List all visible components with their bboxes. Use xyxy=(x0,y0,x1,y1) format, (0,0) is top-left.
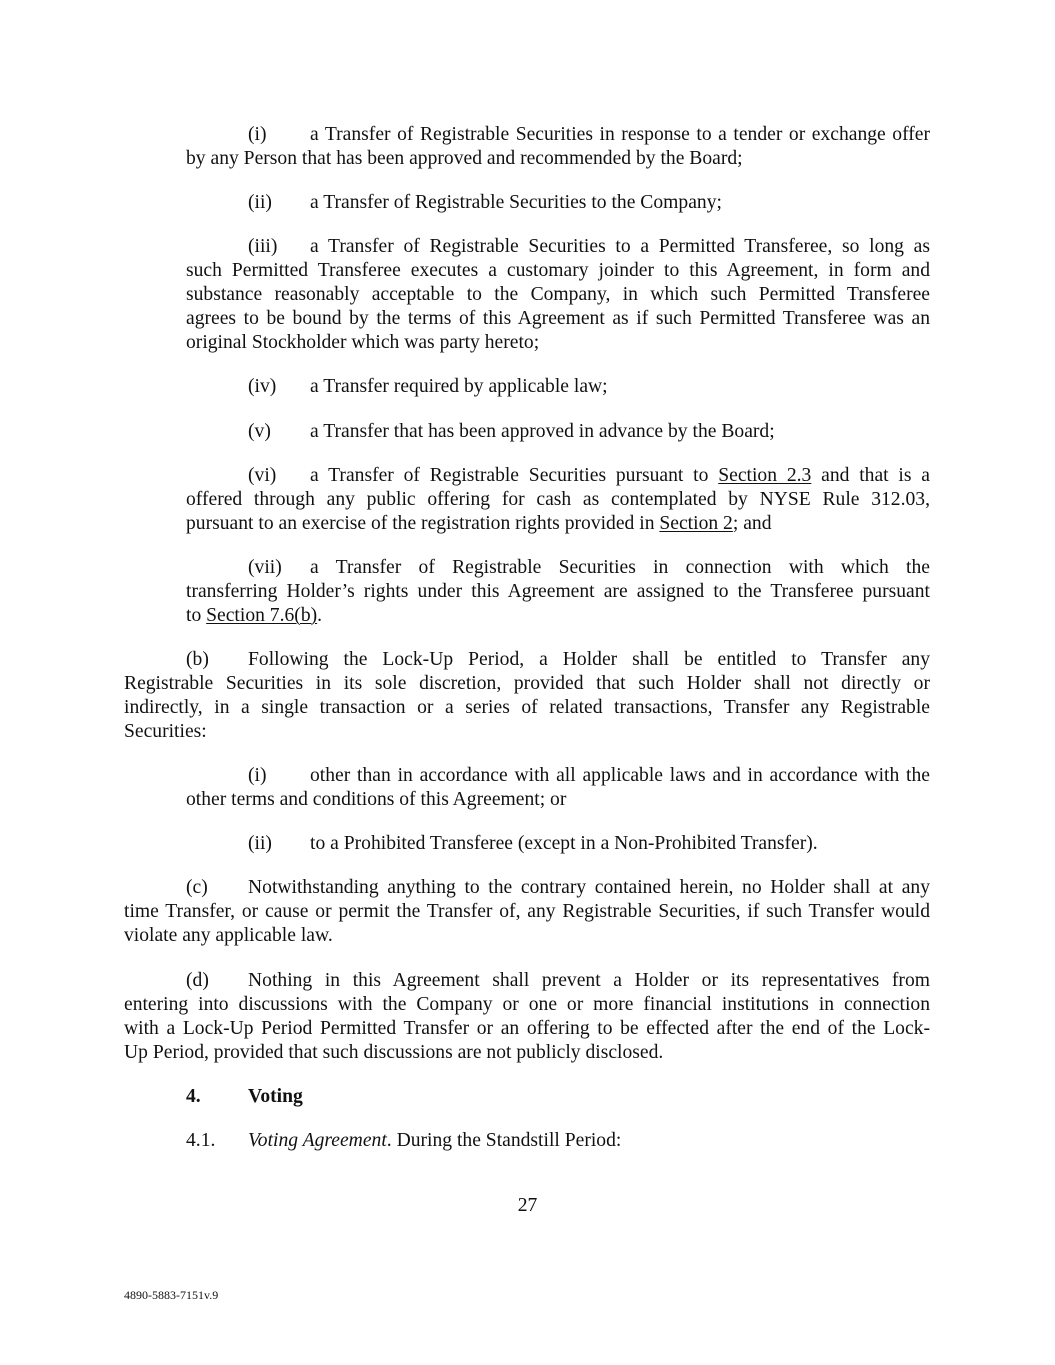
section-reference: Section 2 xyxy=(659,512,733,534)
text-line: entering into discussions with the Company or one or more financial institutions in connection xyxy=(124,993,930,1015)
clause-b xyxy=(124,648,930,744)
enumeration-label: (iv) xyxy=(248,376,277,398)
text-line xyxy=(186,191,930,215)
text-line xyxy=(186,512,930,536)
text-line xyxy=(186,556,930,580)
clause-a-item-iv xyxy=(186,375,930,399)
line-text: a Transfer of Registrable Securities pursuant to xyxy=(310,464,719,486)
enumeration-label: (vi) xyxy=(248,464,277,486)
section-4-1 xyxy=(124,1129,930,1153)
clause-b-item-i xyxy=(186,764,930,812)
text-line xyxy=(124,1129,930,1153)
line-text: a Transfer that has been approved in advance by the Board; xyxy=(310,420,775,442)
text-line: such Permitted Transferee executes a customary joinder to this Agreement, in form and xyxy=(186,260,930,282)
text-line: violate any applicable law. xyxy=(124,925,333,947)
text-line xyxy=(186,420,930,444)
line-text: to xyxy=(186,604,207,626)
clause-a-item-i xyxy=(186,123,930,171)
enumeration-label: (iii) xyxy=(248,236,278,258)
text-line: transferring Holder’s rights under this Agreement are assigned to the Transferee pursuant xyxy=(186,580,930,602)
line-text: . xyxy=(317,604,323,626)
section-heading xyxy=(124,1085,930,1109)
line-text: Following the Lock-Up Period, a Holder shall be entitled to Transfer any xyxy=(248,648,930,670)
clause-a-item-iii xyxy=(186,235,930,355)
enumeration-label: (ii) xyxy=(248,833,272,855)
text-line: by any Person that has been approved and recommended by the Board; xyxy=(186,148,743,169)
text-line: original Stockholder which was party hereto; xyxy=(186,332,540,354)
text-line: time Transfer, or cause or permit the Transfer of, any Registrable Securities, if such Transfer would xyxy=(124,901,930,923)
enumeration-label: (c) xyxy=(186,877,208,899)
section-number: 4. xyxy=(186,1085,201,1107)
text-line xyxy=(186,375,930,399)
enumeration-label: (d) xyxy=(186,969,209,991)
text-line: agrees to be bound by the terms of this Agreement as if such Permitted Transferee was an xyxy=(186,308,930,330)
line-text: a Transfer of Registrable Securities in connection with which the xyxy=(310,556,930,578)
section-title: Voting Agreement xyxy=(248,1129,387,1151)
clause-d xyxy=(124,969,930,1065)
document-id-footer: 4890-5883-7151v.9 xyxy=(124,1288,219,1302)
section-title: Voting xyxy=(248,1085,303,1107)
clause-a-item-v xyxy=(186,420,930,444)
line-text: and that is a xyxy=(811,464,930,486)
text-line xyxy=(186,123,930,147)
text-line: Securities: xyxy=(124,720,207,742)
text-line: Up Period, provided that such discussions are not publicly disclosed. xyxy=(124,1041,664,1063)
line-text: a Transfer of Registrable Securities in response to a tender or exchange offer xyxy=(310,124,930,145)
text-line xyxy=(124,648,930,672)
clause-a-item-vi xyxy=(186,464,930,536)
text-line xyxy=(186,235,930,259)
enumeration-label: (v) xyxy=(248,420,271,442)
clause-a-item-vii xyxy=(186,556,930,628)
enumeration-label: (ii) xyxy=(248,192,272,214)
line-text: . During the Standstill Period: xyxy=(386,1129,622,1151)
line-text: pursuant to an exercise of the registration rights provided in xyxy=(186,512,660,534)
line-text: a Transfer of Registrable Securities to a Permitted Transferee, so long as xyxy=(310,236,930,258)
line-text: a Transfer of Registrable Securities to the Company; xyxy=(310,192,722,214)
clause-b-item-ii xyxy=(186,832,930,856)
text-line xyxy=(186,764,930,788)
line-text: Nothing in this Agreement shall prevent a Holder or its representatives from xyxy=(248,969,930,991)
page-number: 27 xyxy=(517,1195,538,1216)
text-line xyxy=(186,464,930,488)
clause-a-item-ii xyxy=(186,191,930,215)
enumeration-label: (vii) xyxy=(248,556,282,578)
text-line: with a Lock-Up Period Permitted Transfer or an offering to be effected after the end of the Lock- xyxy=(124,1017,930,1039)
enumeration-label: (i) xyxy=(248,765,267,787)
enumeration-label: (b) xyxy=(186,648,209,670)
text-line xyxy=(186,604,930,628)
section-reference: Section 7.6(b) xyxy=(206,604,318,626)
text-line: indirectly, in a single transaction or a series of related transactions, Transfer any Registrable xyxy=(124,696,930,718)
text-line: other terms and conditions of this Agreement; or xyxy=(186,789,567,811)
line-text: Notwithstanding anything to the contrary contained herein, no Holder shall at any xyxy=(248,877,930,899)
text-line: substance reasonably acceptable to the Company, in which such Permitted Transferee xyxy=(186,284,930,306)
section-number: 4.1. xyxy=(186,1129,216,1151)
section-reference: Section 2.3 xyxy=(718,464,812,486)
text-line: offered through any public offering for cash as contemplated by NYSE Rule 312.03, xyxy=(186,488,930,510)
line-text: ; and xyxy=(732,512,772,534)
clause-c xyxy=(124,876,930,948)
enumeration-label: (i) xyxy=(248,124,267,145)
line-text: other than in accordance with all applicable laws and in accordance with the xyxy=(310,765,930,787)
line-text: to a Prohibited Transferee (except in a Non-Prohibited Transfer). xyxy=(310,833,818,855)
text-line xyxy=(186,832,930,856)
section-4-heading xyxy=(124,1085,930,1109)
text-line: Registrable Securities in its sole discretion, provided that such Holder shall not directly or xyxy=(124,672,930,694)
text-line xyxy=(124,876,930,900)
text-line xyxy=(124,969,930,993)
line-text: a Transfer required by applicable law; xyxy=(310,376,608,398)
document-body xyxy=(124,123,930,1173)
